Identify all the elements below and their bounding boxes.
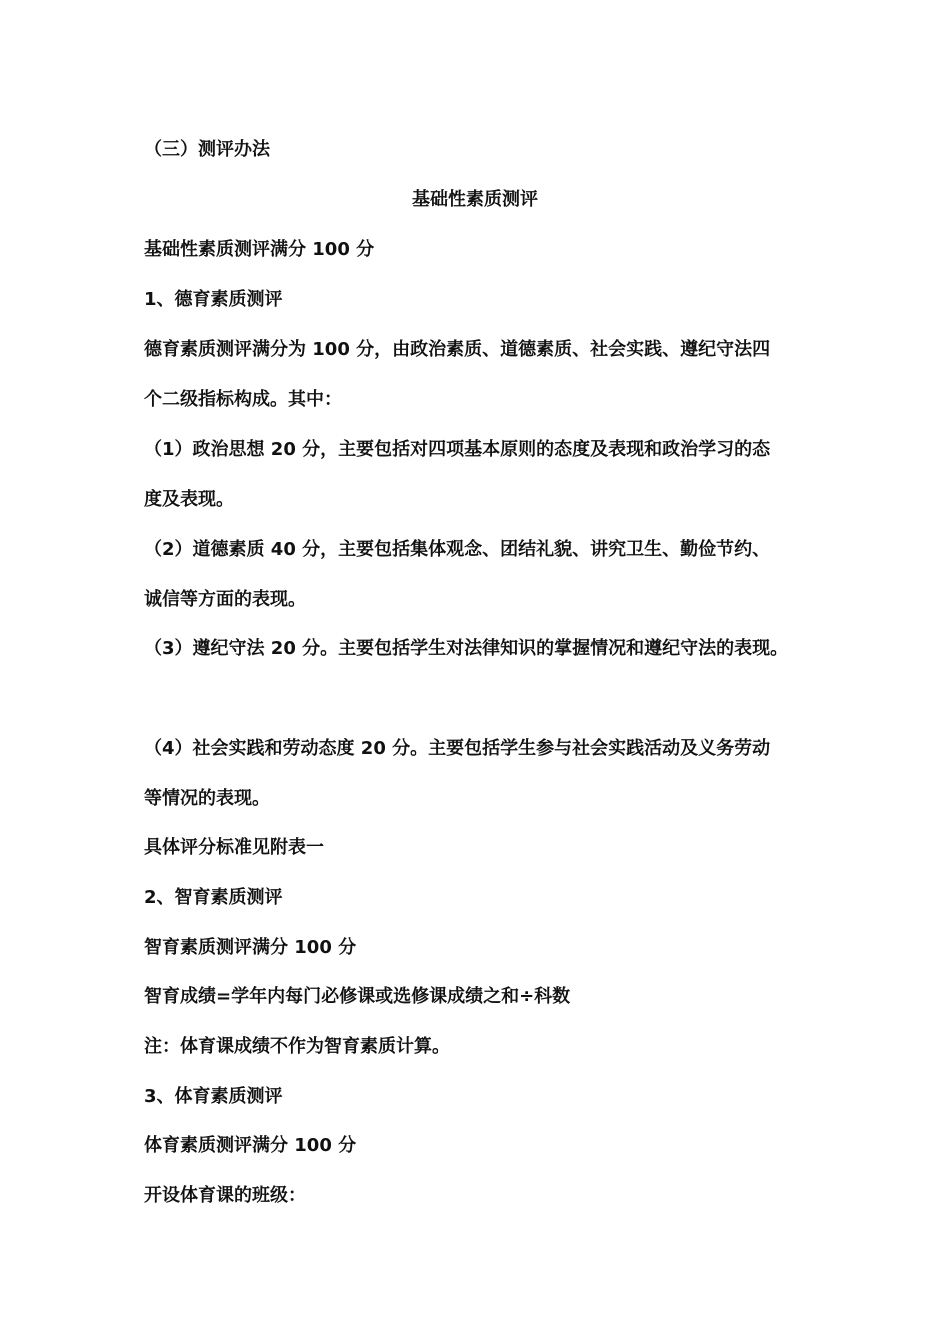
list-item-ethics: （2）道德素质 40 分，主要包括集体观念、团结礼貌、讲究卫生、勤俭节约、	[144, 539, 771, 560]
subsection-heading-physical: 3、体育素质测评	[144, 1086, 283, 1107]
paragraph-line: 体育素质测评满分 100 分	[144, 1135, 357, 1156]
paragraph-line: 度及表现。	[144, 489, 234, 510]
list-item-political: （1）政治思想 20 分，主要包括对四项基本原则的态度及表现和政治学习的态	[144, 439, 771, 460]
paragraph-line: 基础性素质测评满分 100 分	[144, 239, 375, 260]
paragraph-line: 个二级指标构成。其中：	[144, 389, 342, 410]
paragraph-line: 德育素质测评满分为 100 分，由政治素质、道德素质、社会实践、遵纪守法四	[144, 339, 771, 360]
paragraph-line: 智育素质测评满分 100 分	[144, 937, 357, 958]
list-item-practice: （4）社会实践和劳动态度 20 分。主要包括学生参与社会实践活动及义务劳动	[144, 738, 771, 759]
note-line: 注：体育课成绩不作为智育素质计算。	[144, 1036, 450, 1057]
subsection-heading-moral: 1、德育素质测评	[144, 289, 283, 310]
section-heading: （三）测评办法	[144, 139, 270, 160]
paragraph-line: 诚信等方面的表现。	[144, 589, 306, 610]
paragraph-line: 等情况的表现。	[144, 788, 270, 809]
subsection-heading-intellect: 2、智育素质测评	[144, 887, 283, 908]
document-title: 基础性素质测评	[412, 189, 538, 210]
formula-line: 智育成绩=学年内每门必修课或选修课成绩之和÷科数	[144, 986, 571, 1007]
paragraph-line: 开设体育课的班级：	[144, 1185, 306, 1206]
list-item-law: （3）遵纪守法 20 分。主要包括学生对法律知识的掌握情况和遵纪守法的表现。	[144, 638, 789, 659]
paragraph-line: 具体评分标准见附表一	[144, 837, 324, 858]
